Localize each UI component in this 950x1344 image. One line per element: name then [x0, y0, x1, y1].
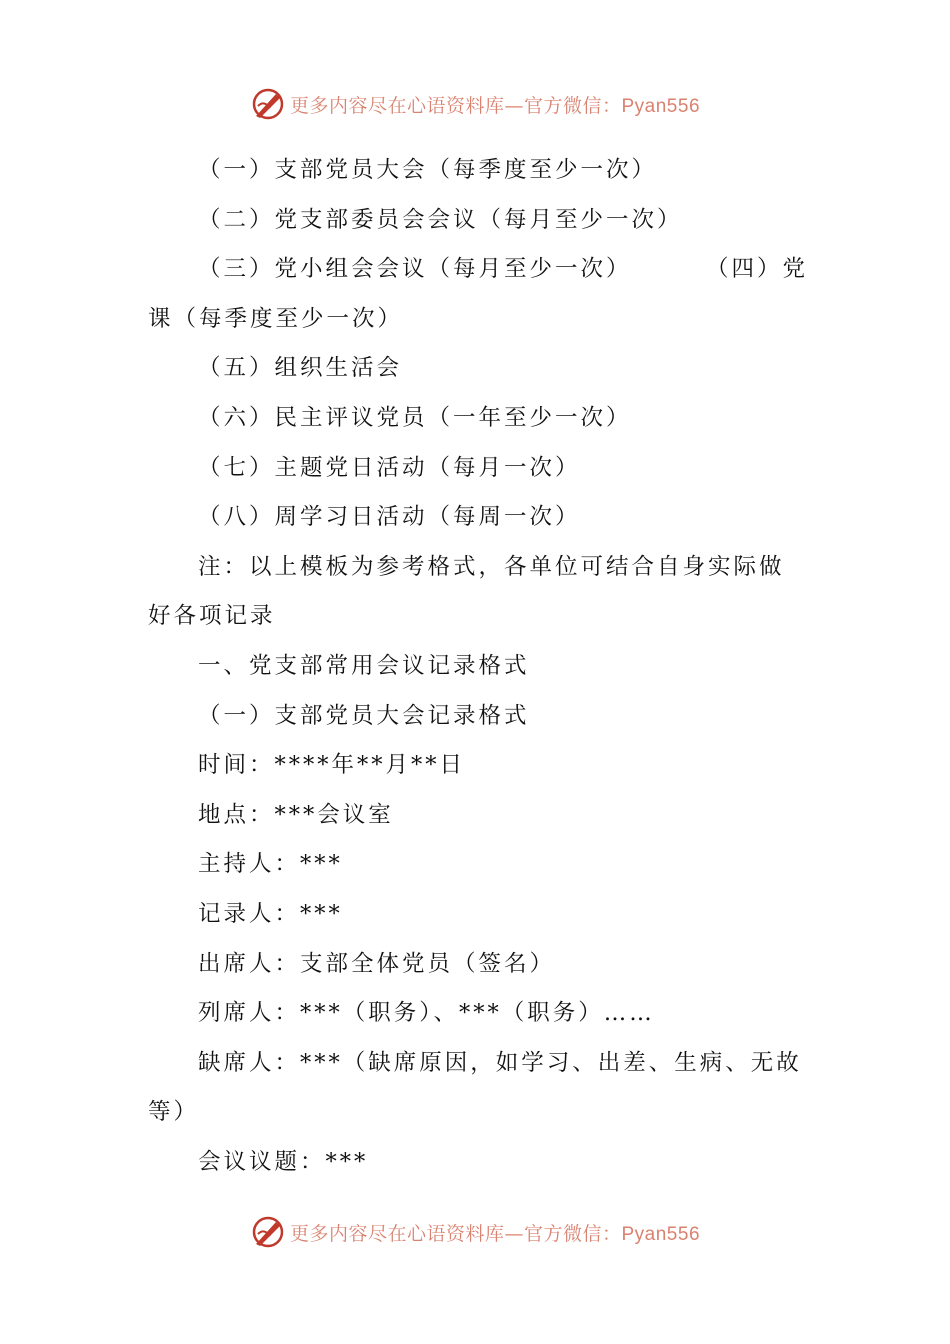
field-host: 主持人：*** [198, 851, 343, 878]
paragraph-line: （七）主题党日活动（每月一次） [198, 454, 581, 481]
line-right-text: （四）党 [705, 256, 808, 283]
field-attendees: 出席人：支部全体党员（签名） [198, 950, 556, 977]
paragraph-line [148, 245, 808, 295]
field-time: 时间：****年**月**日 [198, 752, 466, 779]
watermark-text: 更多内容尽在心语资料库—官方微信：Pyan556 [289, 1222, 701, 1245]
section-heading: 一、党支部常用会议记录格式 [198, 652, 530, 679]
paragraph-line: 课（每季度至少一次） [148, 305, 404, 332]
subsection-heading: （一）支部党员大会记录格式 [198, 702, 530, 729]
paragraph-line: （八）周学习日活动（每周一次） [198, 504, 581, 531]
paragraph-line: （五）组织生活会 [198, 355, 403, 382]
line-left-text: （三）党小组会会议（每月至少一次） [198, 256, 632, 283]
watermark-banner-top [0, 84, 950, 124]
paragraph-line: 好各项记录 [148, 603, 276, 630]
watermark-text: 更多内容尽在心语资料库—官方微信：Pyan556 [289, 94, 701, 117]
document-body [148, 146, 808, 1187]
field-absentees: 缺席人：***（缺席原因，如学习、出差、生病、无故 [198, 1049, 802, 1076]
paragraph-line: （一）支部党员大会（每季度至少一次） [198, 157, 658, 183]
paragraph-line: 注：以上模板为参考格式，各单位可结合自身实际做 [198, 553, 785, 580]
field-observers: 列席人：***（职务）、***（职务）…… [198, 1000, 655, 1027]
pen-logo-icon [250, 86, 286, 122]
paragraph-line: （六）民主评议党员（一年至少一次） [198, 404, 632, 431]
field-recorder: 记录人：*** [198, 900, 343, 927]
field-place: 地点：***会议室 [198, 801, 394, 828]
field-agenda: 会议议题：*** [198, 1148, 369, 1175]
paragraph-line: 等） [148, 1099, 200, 1126]
paragraph-line: （二）党支部委员会会议（每月至少一次） [198, 206, 683, 233]
watermark-banner-bottom [0, 1212, 950, 1252]
pen-logo-icon [250, 1214, 286, 1250]
